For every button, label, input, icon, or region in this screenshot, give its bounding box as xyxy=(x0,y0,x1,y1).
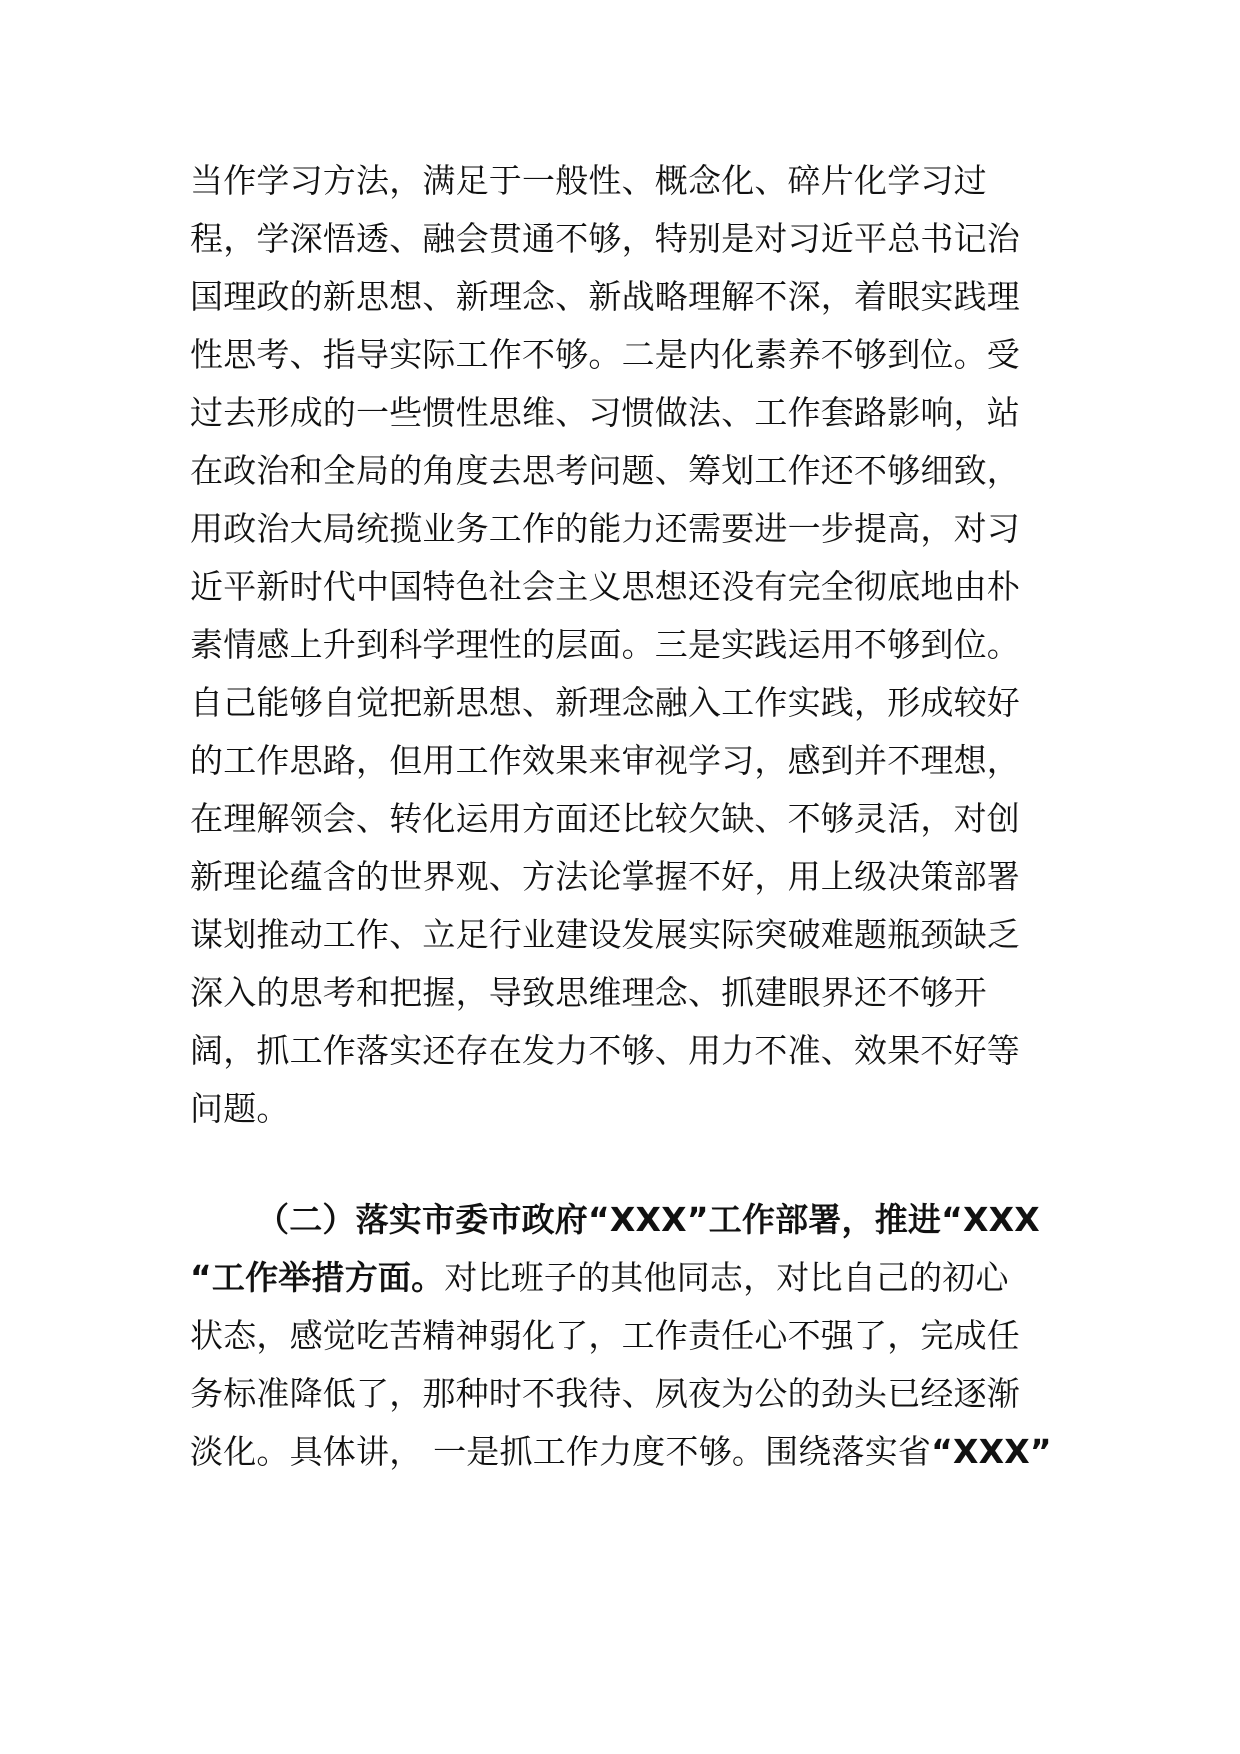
text-line: 性思考、指导实际工作不够。二是内化素养不够到位。受 xyxy=(190,335,1020,374)
text-line: 国理政的新思想、新理念、新战略理解不深，着眼实践理 xyxy=(190,277,1020,316)
text-line: 在理解领会、转化运用方面还比较欠缺、不够灵活，对创 xyxy=(190,799,1020,838)
text-line: 素情感上升到科学理性的层面。三是实践运用不够到位。 xyxy=(190,625,1020,664)
section-heading-line: （二）落实市委市政府“XXX”工作部署，推进“XXX xyxy=(256,1200,1040,1239)
paragraph-2 xyxy=(190,1191,1052,1481)
bold-run: “XXX” xyxy=(931,1432,1052,1471)
text-line: 在政治和全局的角度去思考问题、筹划工作还不够细致， xyxy=(190,451,1020,490)
text-line: 当作学习方法，满足于一般性、概念化、碎片化学习过 xyxy=(190,161,987,200)
text-line: 新理论蕴含的世界观、方法论掌握不好，用上级决策部署 xyxy=(190,857,1020,896)
text-line: 的工作思路，但用工作效果来审视学习，感到并不理想， xyxy=(190,741,1020,780)
text-line: 用政治大局统揽业务工作的能力还需要进一步提高，对习 xyxy=(190,509,1020,548)
text-line: 深入的思考和把握，导致思维理念、抓建眼界还不够开 xyxy=(190,973,987,1012)
text-line: 自己能够自觉把新思想、新理念融入工作实践，形成较好 xyxy=(190,683,1020,722)
text-line: 谋划推动工作、立足行业建设发展实际突破难题瓶颈缺乏 xyxy=(190,915,1020,954)
text-line: 近平新时代中国特色社会主义思想还没有完全彻底地由朴 xyxy=(190,567,1020,606)
text-line: 务标准降低了，那种时不我待、夙夜为公的劲头已经逐渐 xyxy=(190,1374,1020,1413)
text-line: 问题。 xyxy=(190,1089,290,1128)
text-line: 程，学深悟透、融会贯通不够，特别是对习近平总书记治 xyxy=(190,219,1020,258)
section-heading-end: “工作举措方面。 xyxy=(190,1258,445,1297)
text-run: 淡化。具体讲， 一是抓工作力度不够。围绕落实省 xyxy=(190,1432,932,1471)
paragraph-1 xyxy=(190,152,1030,1138)
text-line: 阔，抓工作落实还存在发力不够、用力不准、效果不好等 xyxy=(190,1031,1020,1070)
text-line xyxy=(190,1423,1052,1481)
text-line: 过去形成的一些惯性思维、习惯做法、工作套路影响，站 xyxy=(190,393,1020,432)
text-run: 对比班子的其他同志，对比自己的初心 xyxy=(444,1258,1009,1297)
text-line xyxy=(190,1249,1030,1307)
text-line: 状态，感觉吃苦精神弱化了，工作责任心不强了，完成任 xyxy=(190,1316,1020,1355)
